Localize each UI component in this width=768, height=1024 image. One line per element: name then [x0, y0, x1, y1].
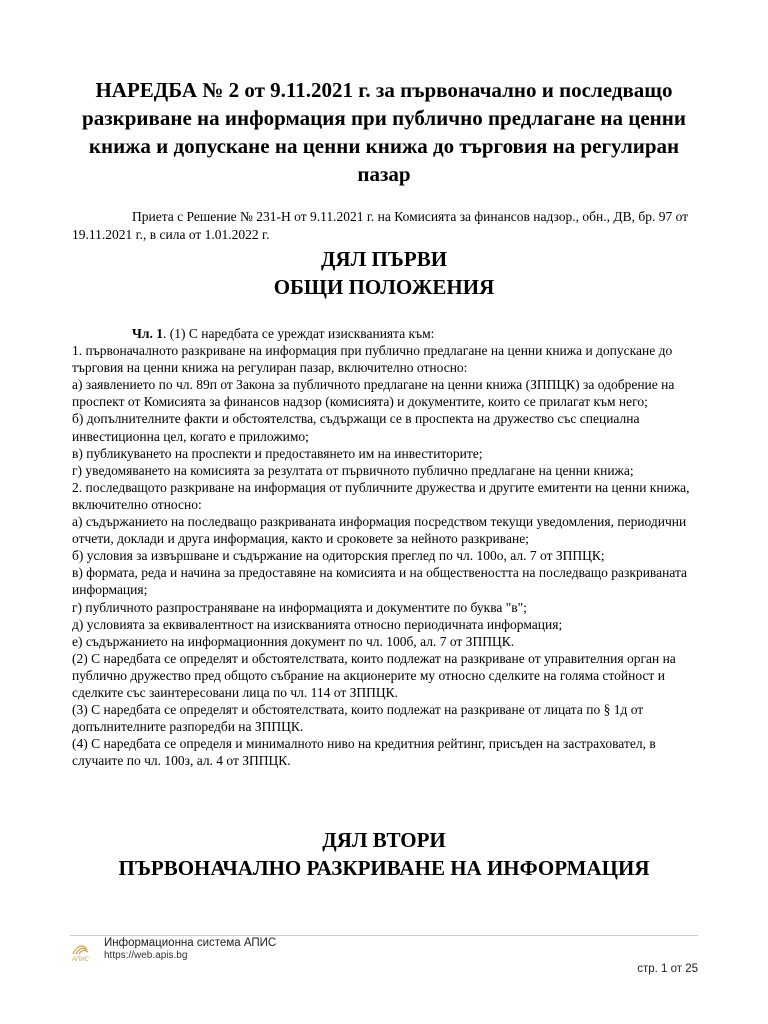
footer-divider	[70, 935, 698, 936]
paragraph: в) публикуването на проспекти и предоставянето им на инвеститорите;	[72, 445, 483, 461]
paragraph: а) съдържанието на последващо разкриваната информация посредством текущи уведомления, периодични отчети, доклади и друга информация, както и сроковете за нейното разкриване;	[72, 514, 687, 547]
article-label: Чл. 1	[132, 326, 163, 341]
article-intro-text: . (1) С наредбата се уреждат изискванията към:	[162, 326, 435, 341]
section-one-heading	[60, 245, 708, 301]
section-two-title: ПЪРВОНАЧАЛНО РАЗКРИВАНЕ НА ИНФОРМАЦИЯ	[118, 856, 650, 880]
paragraph: д) условията за еквивалентност на изискванията относно периодичната информация;	[72, 616, 563, 632]
adoption-note	[72, 208, 712, 244]
footer-url-link[interactable]: https://web.apis.bg	[104, 950, 188, 961]
paragraph: б) допълнителните факти и обстоятелства, съдържащи се в проспекта на дружество със специална инвестиционна цел, когато е приложимо;	[72, 411, 640, 444]
paragraph: б) условия за извършване и съдържание на одиторския преглед по чл. 100о, ал. 7 от ЗППЦК;	[72, 548, 605, 564]
section-two-heading	[60, 826, 708, 882]
section-one-number: ДЯЛ ПЪРВИ	[320, 247, 448, 271]
apis-logo-icon	[70, 939, 102, 963]
paragraph: (4) С наредбата се определя и минималното ниво на кредитния рейтинг, присъден на застраховател, в случаите по чл. 100з, ал. 4 от ЗППЦК.	[72, 736, 656, 769]
paragraph: г) публичното разпространяване на информацията и документите по буква "в";	[72, 599, 527, 615]
section-one-title: ОБЩИ ПОЛОЖЕНИЯ	[273, 275, 495, 299]
paragraph: в) формата, реда и начина за предоставяне на комисията и на обществеността на последващо разкриваната информация;	[72, 565, 688, 598]
paragraph: г) уведомяването на комисията за резултата от първичното публично предлагане на ценни книжа;	[72, 462, 634, 478]
logo-text: АПИС	[72, 957, 89, 963]
footer-system-name: Информационна система АПИС	[104, 937, 277, 949]
adoption-text: Приета с Решение № 231-Н от 9.11.2021 г. на Комисията за финансов надзор., обн., ДВ, бр. 97 от 19.11.2021 г., в сила от 1.01.2022 г.	[72, 209, 689, 242]
article-one	[72, 325, 708, 769]
paragraph: (3) С наредбата се определят и обстоятелствата, които подлежат на разкриване от лицата по § 1д от допълнителните разпоредби на ЗППЦК.	[72, 702, 644, 735]
page-number: стр. 1 от 25	[637, 963, 698, 975]
section-two-number: ДЯЛ ВТОРИ	[322, 828, 446, 852]
document-title: НАРЕДБА № 2 от 9.11.2021 г. за първоначално и последващо разкриване на информация при публично предлагане на ценни книжа и допускане на ценни книжа до търговия на регулиран пазар	[82, 78, 686, 186]
paragraph: е) съдържанието на информационния документ по чл. 100б, ал. 7 от ЗППЦК.	[72, 633, 515, 649]
paragraph: 1. първоначалното разкриване на информация при публично предлагане на ценни книжа и допускане до търговия на ценни книжа на регулиран пазар, включително относно:	[72, 343, 673, 376]
paragraph: (2) С наредбата се определят и обстоятелствата, които подлежат на разкриване от управителния орган на публично дружество пред общото събрание на акционерите му относно сделките на голяма стойност и сделките със заинтересовани лица по чл. 114 от ЗППЦК.	[72, 650, 676, 700]
article-one-intro	[72, 325, 708, 342]
paragraph: 2. последващото разкриване на информация от публичните дружества и другите емитенти на ценни книжа, включително относно:	[72, 479, 690, 512]
paragraph: а) заявлението по чл. 89п от Закона за публичното предлагане на ценни книжа (ЗППЦК) за одобрение на проспект от Комисията за финансов надзор (комисията) и документите, които се прилагат към него;	[72, 377, 675, 410]
